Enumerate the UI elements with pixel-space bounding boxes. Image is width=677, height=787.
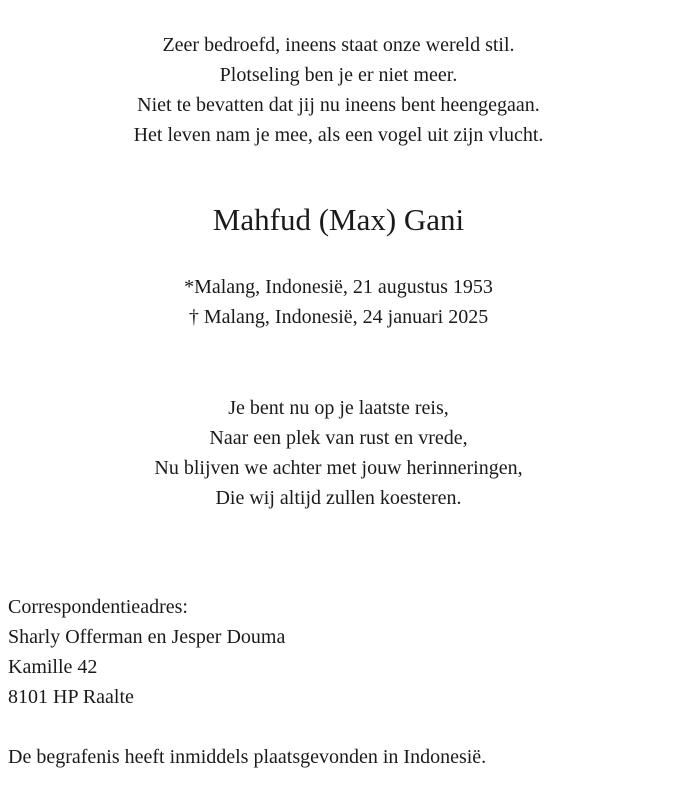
address-names: Sharly Offerman en Jesper Douma — [8, 626, 286, 648]
opening-verse — [0, 30, 677, 150]
address-postal-city: 8101 HP Raalte — [8, 686, 134, 708]
opening-verse-line: Plotseling ben je er niet meer. — [219, 64, 458, 86]
life-dates — [0, 272, 677, 332]
correspondence-address — [8, 592, 285, 712]
address-label: Correspondentieadres: — [8, 596, 188, 618]
death-date: † Malang, Indonesië, 24 januari 2025 — [188, 306, 489, 328]
birth-date: *Malang, Indonesië, 21 augustus 1953 — [184, 276, 493, 298]
poem-line: Naar een plek van rust en vrede, — [209, 427, 468, 449]
deceased-name: Mahfud (Max) Gani — [212, 202, 465, 237]
opening-verse-line: Zeer bedroefd, ineens staat onze wereld stil. — [162, 34, 515, 56]
opening-verse-line: Niet te bevatten dat jij nu ineens bent heengegaan. — [137, 94, 540, 116]
opening-verse-line: Het leven nam je mee, als een vogel uit zijn vlucht. — [133, 124, 544, 146]
poem-line: Die wij altijd zullen koesteren. — [215, 487, 462, 509]
memorial-poem — [0, 393, 677, 513]
address-street: Kamille 42 — [8, 656, 98, 678]
poem-line: Je bent nu op je laatste reis, — [228, 397, 449, 419]
funeral-notice: De begrafenis heeft inmiddels plaatsgevonden in Indonesië. — [8, 746, 487, 768]
poem-line: Nu blijven we achter met jouw herinneringen, — [154, 457, 523, 479]
